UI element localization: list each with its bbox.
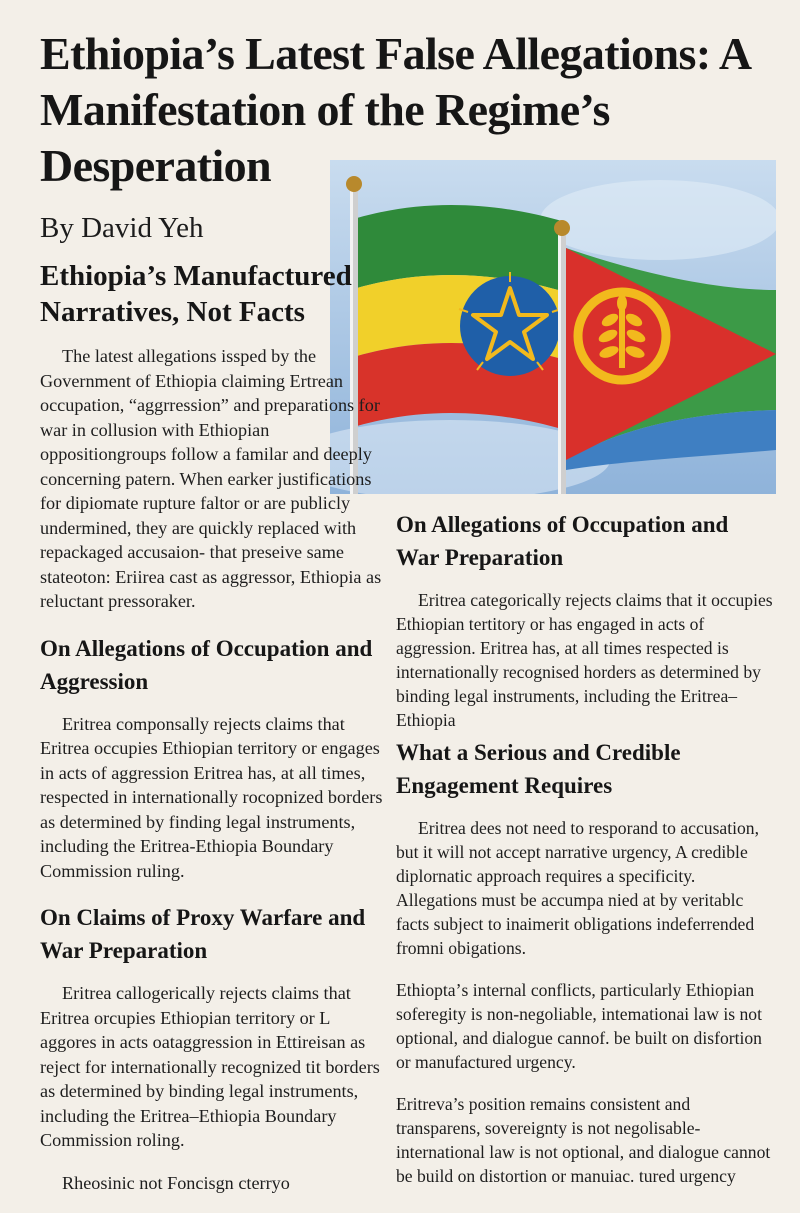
section-heading-occupation-war-preparation: On Allegations of Occupation and War Preparation	[396, 512, 729, 570]
article-byline: By David Yeh	[40, 212, 204, 244]
section-paragraph-occupation-aggression: Eritrea componsally rejects claims that Eritrea occupies Ethiopian territory or engages in acts of aggression Eritrea has, at all times, respected in internationally rocopnized borders as determined by finding legal instruments, including the Eritrea-Ethiopia Boundary Commission ruling.	[40, 713, 383, 881]
section-paragraph-credible-engagement: Eritrea dees not need to resporand to accusation, but it will not accept narrative urgency, A credible diplornatic approach requires a specificity. Allegations must be accumpa nied at by veritablc facts subject to inaimerit obligations indeferrended fromni obigations.	[396, 818, 759, 958]
section-paragraph-position: Eritreva’s position remains consistent and transparens, sovereignty is not negolisable-international law is not optional, and dialogue cannot be build on distortion or manuiac. tured urgency	[396, 1094, 771, 1186]
section-heading-credible-engagement: What a Serious and Credible Engagement Requires	[396, 740, 681, 798]
left-column	[40, 258, 390, 1213]
right-column-bottom	[396, 736, 776, 1206]
section-heading-proxy-warfare: On Claims of Proxy Warfare and War Preparation	[40, 905, 366, 963]
footer-fragment: Rheosinic not Foncisgn cterryo	[62, 1172, 290, 1193]
section-heading-occupation-aggression: On Allegations of Occupation and Aggression	[40, 635, 373, 694]
right-column-top	[396, 508, 776, 750]
section-paragraph-internal-conflicts: Ethioptа’s internal conflicts, particularly Ethiopian soferegity is non-negoliable, intemationai law is not optional, and dialogue cannof. be built on disfortion or manufactured urgency.	[396, 980, 762, 1072]
lead-paragraph: The latest allegations issped by the Government of Ethiopia claiming Ertrean occupation, “aggrression” and preparations for war in collusion with Ethiopian oppositiongroups follow a familar and deeply concerning patern. When earker justifications for dipiomate rupture faltor or are publicly undermined, they are quickly replaced with repackaged accusaion- that preseive same stateoton: Eriirea cast as aggressor, Ethiopia as reluctant pressoraker.	[40, 346, 382, 611]
section-paragraph-proxy-warfare: Eritrea callogerically rejects claims that Eritrea orcupies Ethiopian territory or L aggores in acts oataggression in Ettireisan as reject for internationally recognized tit borders as determined by binding legal instruments, including the Eritrea–Ethiopia Boundary Commission roling.	[40, 983, 380, 1150]
section-paragraph-occupation-war-preparation: Eritrea categorically rejects claims that it occupies Ethiopian tertitory or has engaged in acts of aggression. Eritrea has, at all times respected is internationally recognised horders as determined by binding legal instruments, including the Eritrea–Ethiopia	[396, 590, 773, 730]
flags-illustration	[330, 160, 776, 494]
lead-heading: Ethiopia’s Manufactured Narratives, Not Facts	[40, 260, 352, 328]
flags-photo	[330, 160, 776, 494]
article-title: Ethiopia’s Latest False Allegations: A Manifestation of the Regime’s Desperation	[40, 28, 749, 191]
